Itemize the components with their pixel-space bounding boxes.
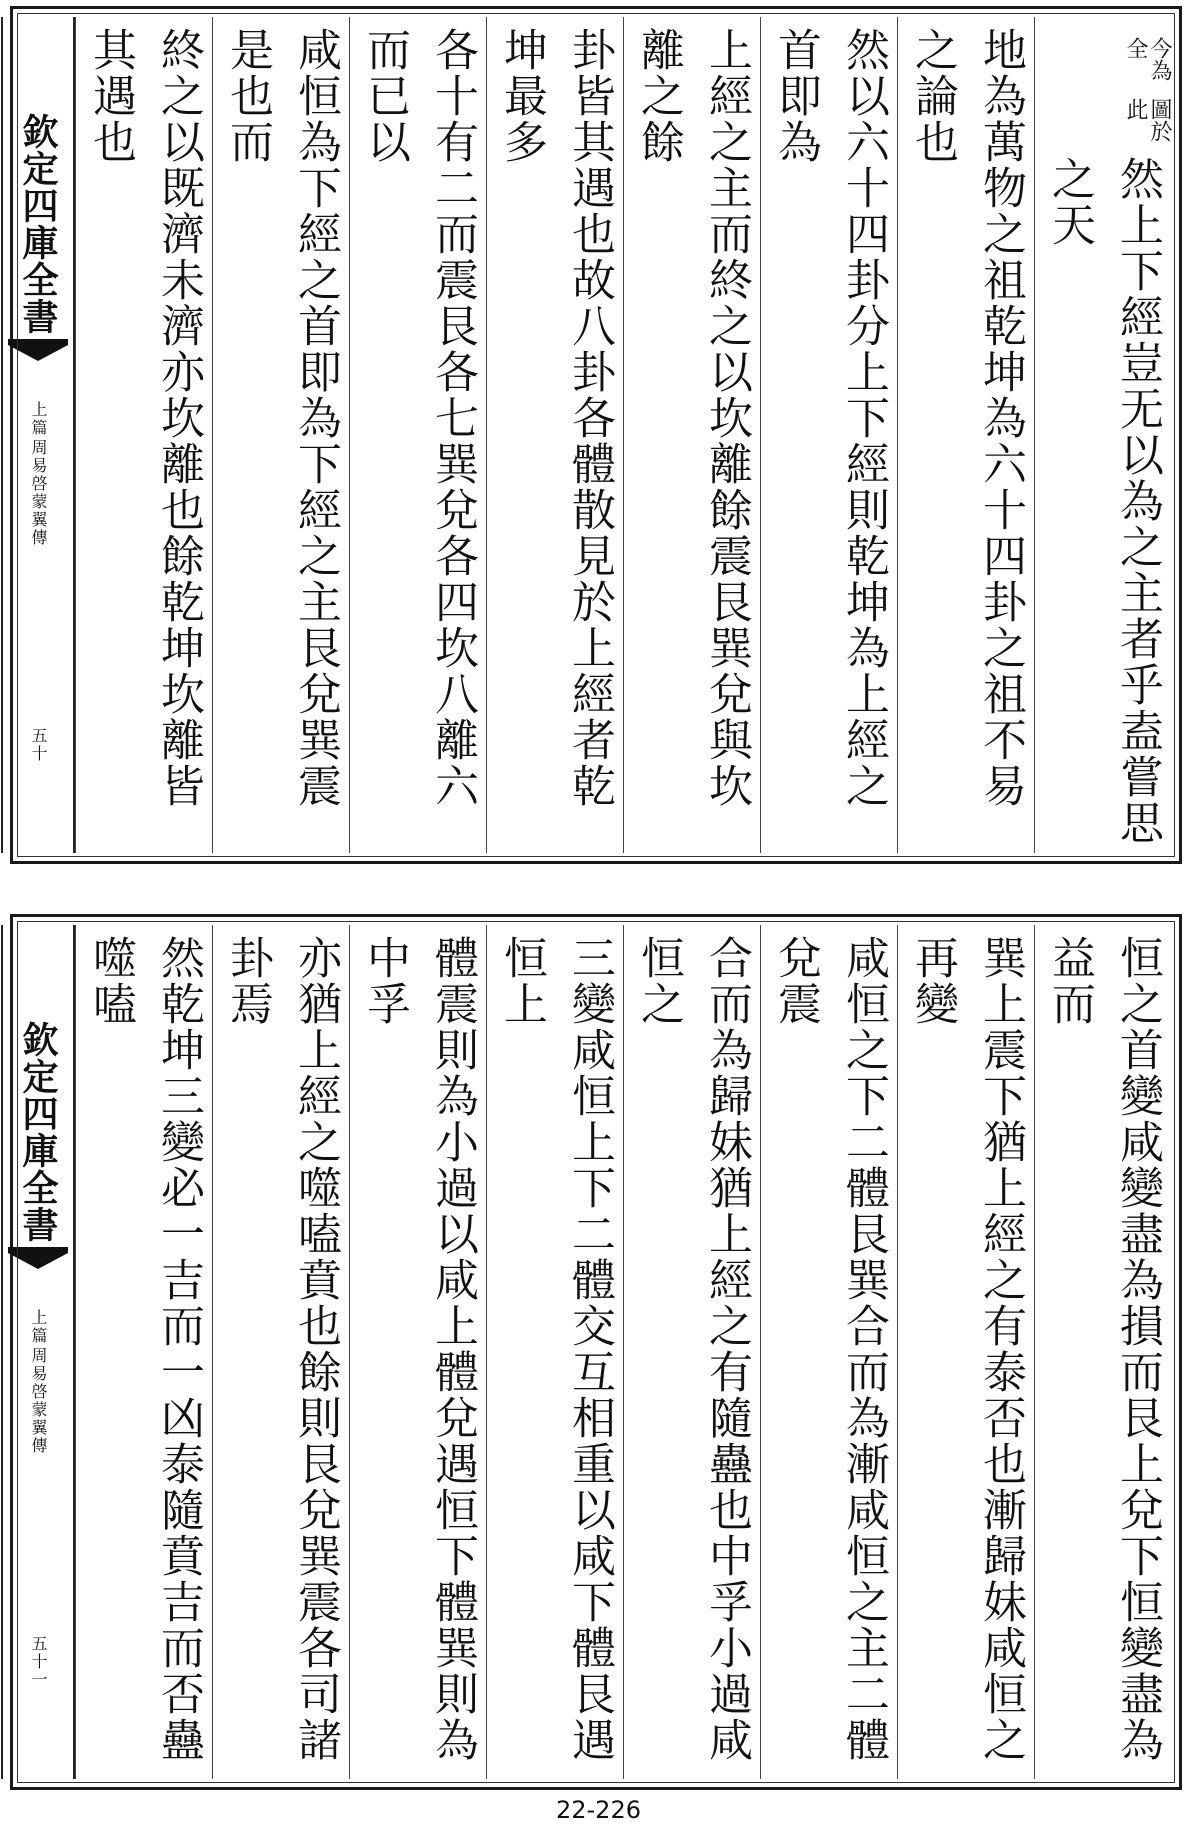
- upper-folio-number: 五十: [29, 727, 48, 763]
- lower-col-1: 恒之首變咸變盡為損而艮上兌下恒變盡為益而: [1034, 925, 1171, 1779]
- lower-banner-subtitle: 周易啓蒙翼傳 上篇: [29, 1309, 48, 1455]
- lower-banner-title: 欽定四庫全書: [17, 1021, 59, 1243]
- lower-col-7: 亦猶上經之噬嗑賁也餘則艮兌巽震各司諸卦焉: [212, 925, 349, 1779]
- lower-col-2: 巽上震下猶上經之有泰否也漸歸妹咸恒之再變: [897, 925, 1034, 1779]
- upper-banner-title: 欽定四庫全書: [17, 113, 59, 335]
- lower-center-banner: [1, 925, 75, 1779]
- page-number: 22-226: [555, 1796, 641, 1824]
- lower-col-4: 合而為歸妹猶上經之有隨蠱也中孚小過咸恒之: [623, 925, 760, 1779]
- lower-page: [10, 914, 1182, 1790]
- upper-col-7: 咸恒為下經之首即為下經之主艮兌巽震是也而: [212, 17, 349, 853]
- upper-col-1: [1034, 17, 1171, 853]
- upper-col-6: 各十有二而震艮各七巽兌各四坎八離六而已以: [349, 17, 486, 853]
- lower-col-8: 然乾坤三變必一吉而一凶泰隨賁吉而否蠱噬嗑: [75, 925, 212, 1779]
- upper-center-banner: [1, 17, 75, 853]
- upper-col-3: 然以六十四卦分上下經則乾坤為上經之首即為: [760, 17, 897, 853]
- upper-col-8: 終之以既濟未濟亦坎離也餘乾坤坎離皆其遇也: [75, 17, 212, 853]
- lower-columns: [17, 925, 1171, 1779]
- upper-banner-subtitle: 周易啓蒙翼傳 上篇: [29, 401, 48, 547]
- lower-col-9: [0, 925, 1, 1779]
- lower-folio-number: 五十一: [29, 1635, 48, 1689]
- lower-col-6: 體震則為小過以咸上體兌遇恒下體巽則為中孚: [349, 925, 486, 1779]
- upper-col-1-note: 今為全 圖於此: [1123, 37, 1172, 142]
- upper-col-5: 卦皆其遇也故八卦各體散見於上經者乾坤最多: [486, 17, 623, 853]
- upper-col-2: 地為萬物之祖乾坤為六十四卦之祖不易之論也: [897, 17, 1034, 853]
- upper-col-9: [0, 17, 1, 853]
- upper-col-1-text: 然上下經豈无以為之主者乎盍嘗思之天: [1044, 156, 1163, 847]
- lower-col-3: 咸恒之下二體艮巽合而為漸咸恒之主二體兌震: [760, 925, 897, 1779]
- fish-tail-ornament-icon: [8, 339, 68, 361]
- upper-col-4: 上經之主而終之以坎離餘震艮巽兌與坎離之餘: [623, 17, 760, 853]
- upper-columns: [17, 17, 1172, 853]
- fish-tail-ornament-icon: [8, 1247, 68, 1269]
- upper-page: [10, 6, 1182, 864]
- lower-col-5: 三變咸恒上下二體交互相重以咸下體艮遇恒上: [486, 925, 623, 1779]
